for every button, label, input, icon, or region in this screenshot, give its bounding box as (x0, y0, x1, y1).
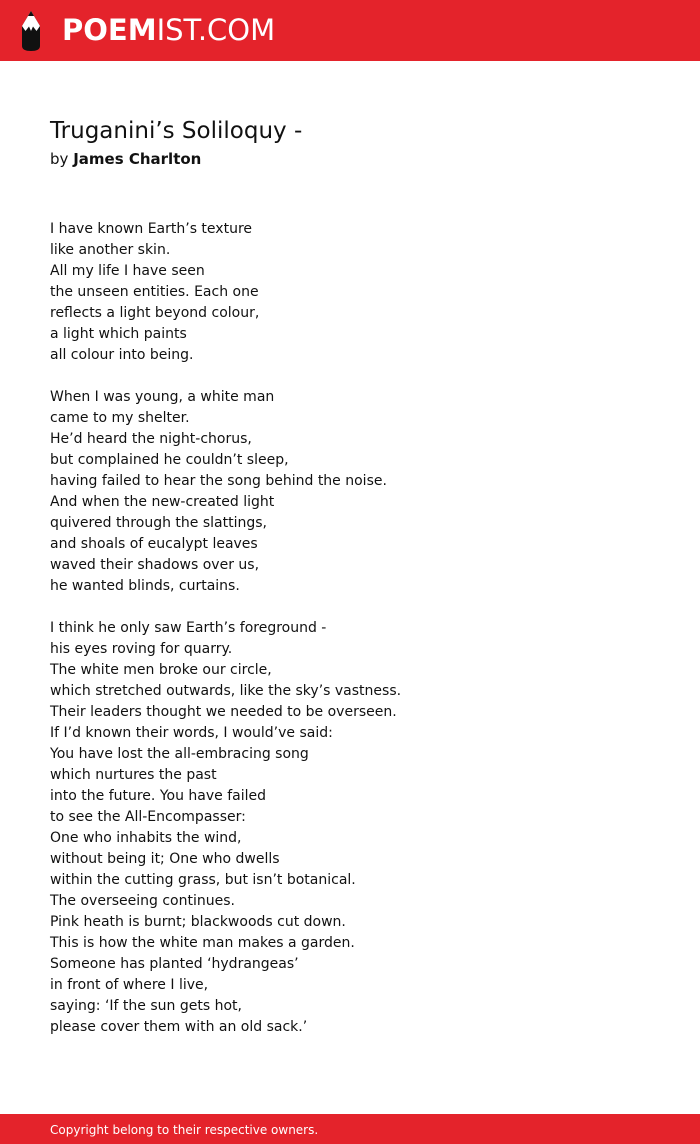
poem-line: which stretched outwards, like the sky’s vastness. (50, 683, 402, 699)
poem-line: Pink heath is burnt; blackwoods cut down. (50, 914, 346, 930)
poem-line: within the cutting grass, but isn’t botanical. (50, 872, 356, 888)
poem-line: The overseeing continues. (50, 893, 235, 909)
poem-line: If I’d known their words, I would’ve said: (50, 725, 333, 741)
poem-line: I think he only saw Earth’s foreground - (50, 620, 327, 636)
poem-line: in front of where I live, (50, 977, 209, 993)
poem-line: and shoals of eucalypt leaves (50, 536, 258, 552)
site-logo[interactable] (62, 13, 275, 47)
poem-line: came to my shelter. (50, 410, 190, 426)
poem-line: the unseen entities. Each one (50, 284, 259, 300)
pencil-tip-icon[interactable] (18, 10, 44, 52)
poem-line: his eyes roving for quarry. (50, 641, 233, 657)
poem-body (50, 219, 650, 1059)
poem-line: having failed to hear the song behind the noise. (50, 473, 387, 489)
copyright-notice: Copyright belong to their respective owners. (50, 1123, 319, 1137)
author-name: James Charlton (73, 150, 202, 168)
poem-line: but complained he couldn’t sleep, (50, 452, 289, 468)
poem-line: into the future. You have failed (50, 788, 266, 804)
logo-light-text: IST.COM (156, 13, 276, 47)
poem-line: waved their shadows over us, (50, 557, 260, 573)
poem-line: a light which paints (50, 326, 187, 342)
by-label: by (50, 150, 69, 168)
poem-line: When I was young, a white man (50, 389, 275, 405)
poem-line: He’d heard the night-chorus, (50, 431, 252, 447)
logo-bold-text: POEM (62, 13, 157, 47)
poem-line: quivered through the slattings, (50, 515, 267, 531)
site-header (0, 0, 700, 61)
byline (50, 149, 201, 169)
poem-line: All my life I have seen (50, 263, 205, 279)
poem-line: This is how the white man makes a garden. (50, 935, 355, 951)
site-footer (0, 1114, 700, 1144)
poem-line: without being it; One who dwells (50, 851, 280, 867)
poem-line: saying: ‘If the sun gets hot, (50, 998, 242, 1014)
poem-line: all colour into being. (50, 347, 194, 363)
poem-title: Truganini’s Soliloquy - (50, 118, 303, 144)
poem-line: he wanted blinds, curtains. (50, 578, 240, 594)
stanza (50, 618, 650, 1038)
poem-line: Someone has planted ‘hydrangeas’ (50, 956, 299, 972)
stanza (50, 219, 650, 366)
poem-line: You have lost the all-embracing song (50, 746, 309, 762)
poem-line: And when the new-created light (50, 494, 275, 510)
poem-line: Their leaders thought we needed to be overseen. (50, 704, 397, 720)
stanza (50, 387, 650, 597)
poem-line: One who inhabits the wind, (50, 830, 242, 846)
poem-line: reflects a light beyond colour, (50, 305, 260, 321)
poem-line: The white men broke our circle, (50, 662, 272, 678)
poem-line: like another skin. (50, 242, 171, 258)
poem-line: to see the All-Encompasser: (50, 809, 246, 825)
poem-line: please cover them with an old sack.’ (50, 1019, 308, 1035)
poem-line: which nurtures the past (50, 767, 217, 783)
poem-line: I have known Earth’s texture (50, 221, 253, 237)
